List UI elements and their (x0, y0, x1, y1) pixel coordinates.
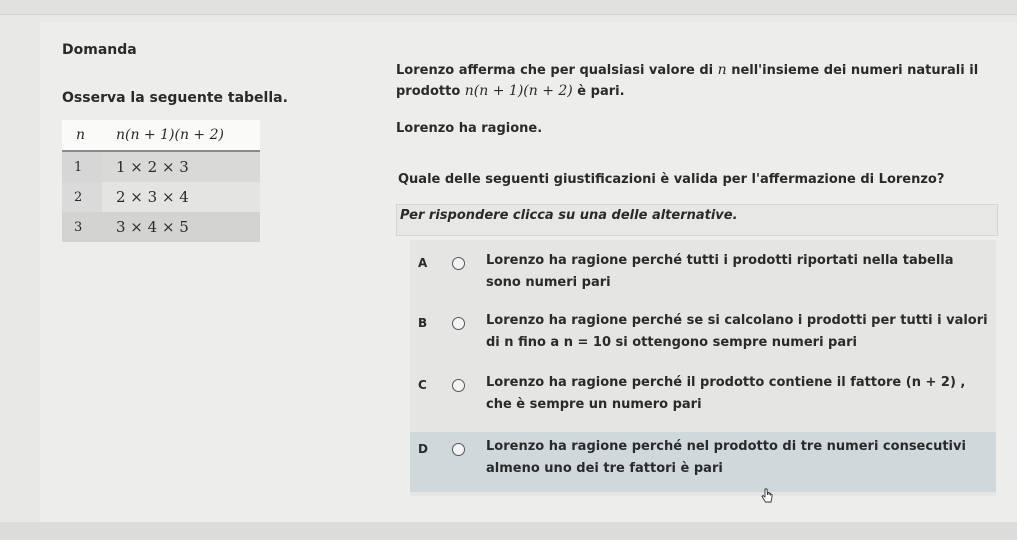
option-letter: B (418, 316, 428, 330)
option-letter: A (418, 256, 428, 270)
option-c[interactable] (410, 372, 996, 422)
cell-product: 3 × 4 × 5 (102, 212, 260, 242)
cell-n: 3 (62, 212, 102, 242)
option-d[interactable] (410, 432, 996, 492)
radio-button[interactable] (452, 317, 465, 330)
cell-product: 2 × 3 × 4 (102, 182, 260, 212)
table-instruction: Osserva la seguente tabella. (62, 90, 288, 106)
statement-text: nell'insieme dei numeri naturali il (731, 63, 979, 78)
option-a[interactable] (410, 250, 996, 300)
statement-variable: n (717, 62, 727, 78)
cell-n: 1 (62, 151, 102, 182)
statement-text: è pari. (577, 84, 625, 99)
option-text (486, 372, 986, 416)
option-line: Lorenzo ha ragione perché se si calcolano i prodotti per tutti i valori (486, 313, 988, 328)
statement-expression: n(n + 1)(n + 2) (464, 83, 573, 99)
bottom-strip (0, 522, 1017, 540)
option-text (486, 250, 986, 294)
option-line: Lorenzo ha ragione perché nel prodotto di tre numeri consecutivi (486, 439, 966, 454)
question-text: Quale delle seguenti giustificazioni è valida per l'affermazione di Lorenzo? (398, 172, 945, 187)
radio-button[interactable] (452, 443, 465, 456)
table-row (62, 182, 260, 212)
option-letter: D (418, 442, 428, 456)
hand-cursor-icon (761, 488, 773, 504)
option-text (486, 436, 986, 480)
option-line: sono numeri pari (486, 275, 611, 290)
option-text (486, 310, 986, 354)
cell-n: 2 (62, 182, 102, 212)
cell-product: 1 × 2 × 3 (102, 151, 260, 182)
top-border (0, 0, 1017, 15)
option-line: almeno uno dei tre fattori è pari (486, 461, 723, 476)
table-row (62, 212, 260, 242)
radio-button[interactable] (452, 379, 465, 392)
option-letter: C (418, 378, 427, 392)
table-row (62, 151, 260, 182)
statement-text: prodotto (396, 84, 461, 99)
problem-statement (396, 60, 1006, 102)
question-header: Domanda (62, 42, 137, 58)
option-line: che è sempre un numero pari (486, 397, 702, 412)
claim-text: Lorenzo ha ragione. (396, 121, 543, 136)
header-product: n(n + 1)(n + 2) (102, 120, 260, 151)
option-line: Lorenzo ha ragione perché tutti i prodotti riportati nella tabella (486, 253, 954, 268)
option-line: di n fino a n = 10 si ottengono sempre numeri pari (486, 335, 858, 350)
option-line: Lorenzo ha ragione perché il prodotto contiene il fattore (n + 2) , (486, 375, 966, 390)
radio-button[interactable] (452, 257, 465, 270)
table-header-row (62, 120, 260, 151)
values-table (62, 120, 260, 242)
header-n: n (62, 120, 102, 151)
answer-instruction: Per rispondere clicca su una delle alternative. (400, 208, 738, 223)
statement-text: Lorenzo afferma che per qualsiasi valore di (396, 63, 714, 78)
option-b[interactable] (410, 310, 996, 360)
